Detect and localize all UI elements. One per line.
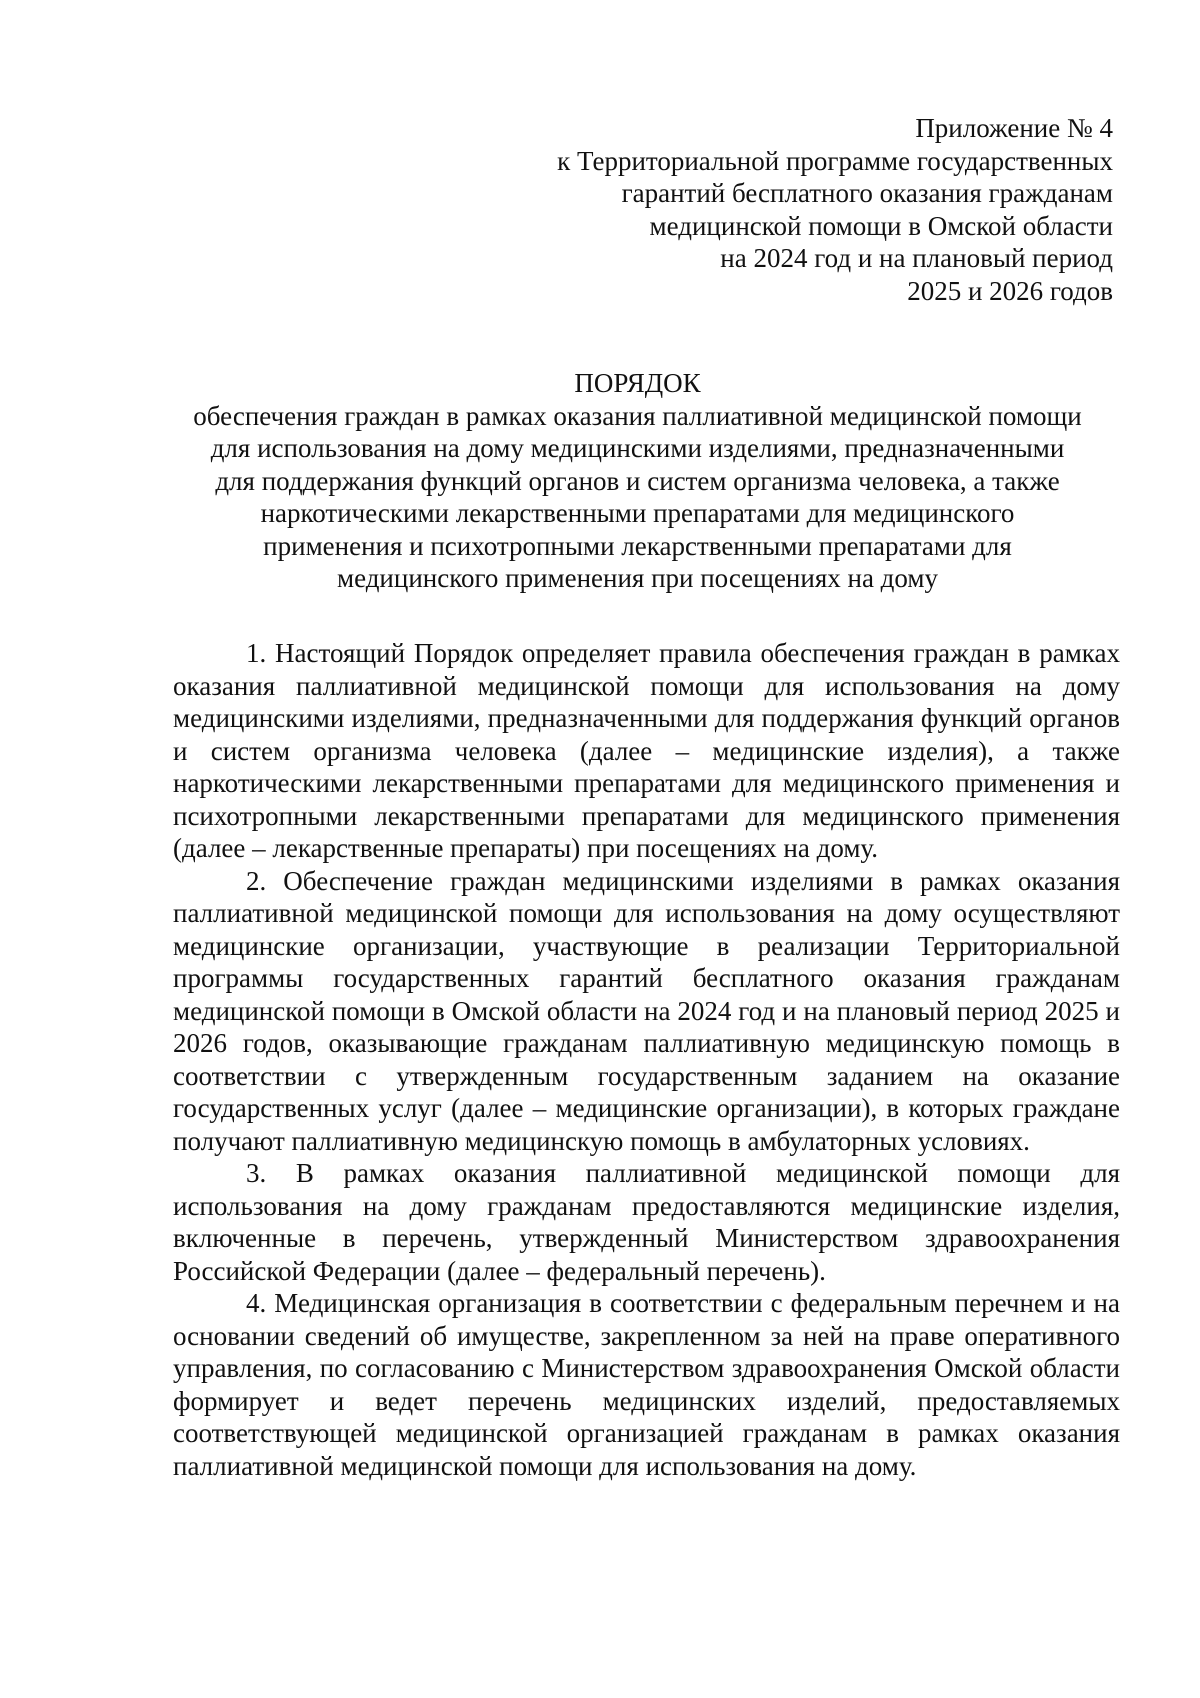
appendix-line: к Территориальной программе государственных <box>557 145 1113 176</box>
paragraph-1: 1. Настоящий Порядок определяет правила обеспечения граждан в рамках оказания паллиативной медицинской помощи для использования на дому медицинскими изделиями, предназначенными для поддержания функций органов и систем организма человека (далее – медицинские изделия), а также наркотическими лекарственными препаратами для медицинского применения и психотропными лекарственными препаратами для медицинского применения (далее – лекарственные препараты) при посещениях на дому. <box>173 638 1120 863</box>
subtitle-line: для поддержания функций органов и систем организма человека, а также <box>215 465 1060 496</box>
appendix-line: медицинской помощи в Омской области <box>649 210 1113 241</box>
appendix-line: на 2024 год и на плановый период <box>720 243 1113 273</box>
appendix-header <box>413 112 1113 307</box>
subtitle-line: для использования на дому медицинскими изделиями, предназначенными <box>210 433 1065 463</box>
paragraph-4: 4. Медицинская организация в соответствии с федеральным перечнем и на основании сведений об имуществе, закрепленном за ней на праве оперативного управления, по согласованию с Министерством здравоохранения Омской области формирует и ведет перечень медицинских изделий, предоставляемых соответствующей медицинской организацией гражданам в рамках оказания паллиативной медицинской помощи для использования на дому. <box>173 1288 1120 1481</box>
subtitle-line: применения и психотропными лекарственными препаратами для <box>263 530 1012 561</box>
paragraph-3: 3. В рамках оказания паллиативной медицинской помощи для использования на дому гражданам предоставляются медицинские изделия, включенные в перечень, утвержденный Министерством здравоохранения Российской Федерации (далее – федеральный перечень). <box>173 1158 1120 1286</box>
paragraph-2: 2. Обеспечение граждан медицинскими изделиями в рамках оказания паллиативной медицинской помощи для использования на дому осуществляют медицинские организации, участвующие в реализации Территориальной программы государственных гарантий бесплатного оказания гражданам медицинской помощи в Омской области на 2024 год и на плановый период 2025 и 2026 годов, оказывающие гражданам паллиативную медицинскую помощь в соответствии с утвержденным государственным заданием на оказание государственных услуг (далее – медицинские организации), в которых граждане получают паллиативную медицинскую помощь в амбулаторных условиях. <box>173 865 1120 1156</box>
document-title: ПОРЯДОК <box>574 368 701 398</box>
appendix-line: Приложение № 4 <box>915 113 1113 143</box>
subtitle-line: наркотическими лекарственными препаратами для медицинского <box>260 498 1015 528</box>
appendix-line: 2025 и 2026 годов <box>907 275 1113 306</box>
appendix-line: гарантий бесплатного оказания гражданам <box>621 178 1113 208</box>
subtitle-line: медицинского применения при посещениях на дому <box>336 563 938 593</box>
subtitle-line: обеспечения граждан в рамках оказания паллиативной медицинской помощи <box>193 400 1082 431</box>
document-body <box>173 637 1120 1482</box>
document-heading <box>160 367 1115 595</box>
